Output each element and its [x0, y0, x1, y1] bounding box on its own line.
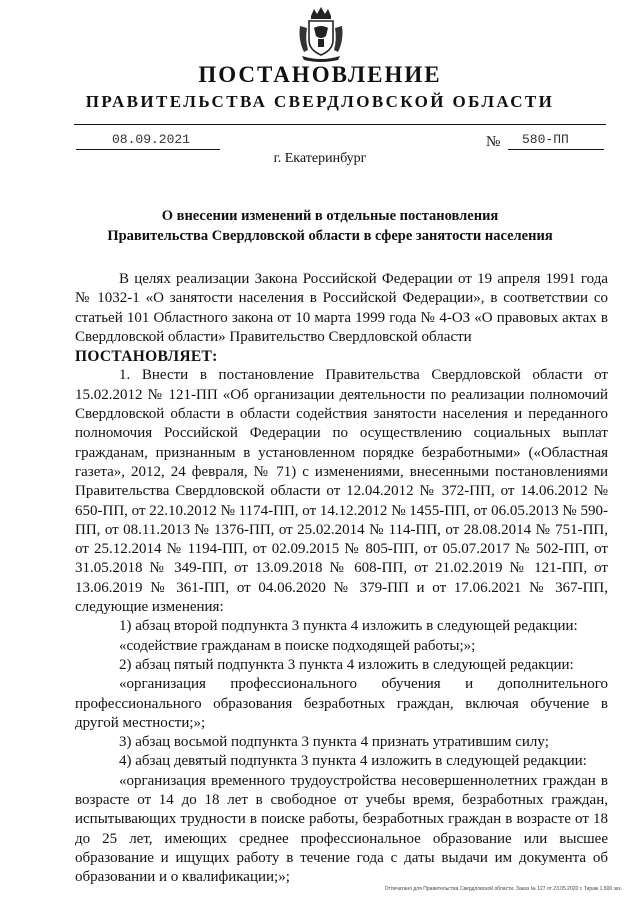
- subitem-2-text: «организация профессионального обучения и дополнительного профессионального образования безработных граждан, включая обучение в другой местности;»;: [75, 676, 608, 731]
- decree-word: ПОСТАНОВЛЯЕТ:: [75, 348, 218, 366]
- subitem-1-paragraph: 1) абзац второй подпункта 3 пункта 4 изложить в следующей редакции:: [119, 618, 578, 635]
- subitem-4-text: «организация временного трудоустройства несовершеннолетних граждан в возрасте от 14 до 18 лет в свободное от учебы время, безработных граждан, испытывающих трудности в поиске работы, безработных граждан в возрасте от 18 до 25 лет, имеющих среднее профессиональное образование или высшее образование и ищущих работу в течение года с даты выдачи им документа об образовании и о квалификации;»;: [75, 772, 608, 886]
- header-divider: [74, 124, 606, 125]
- document-type-heading: ПОСТАНОВЛЕНИЕ: [198, 62, 442, 87]
- subitem-1-text: «содействие гражданам в поиске подходящей работы;»;: [119, 637, 476, 654]
- document-title-line-1: О внесении изменений в отдельные постановления: [161, 208, 499, 224]
- document-date: 08.09.2021: [76, 132, 220, 150]
- print-footer-note: Отпечатано для Правительства Свердловской области. Заказ № 127 от 23.05.2020 г. Тираж 1 500 экз.: [384, 886, 622, 892]
- city-label: г. Екатеринбург: [273, 151, 367, 166]
- subitem-3-paragraph: 3) абзац восьмой подпункта 3 пункта 4 признать утратившим силу;: [119, 734, 549, 751]
- document-title: [60, 206, 600, 246]
- issuer-heading: ПРАВИТЕЛЬСТВА СВЕРДЛОВСКОЙ ОБЛАСТИ: [85, 92, 555, 111]
- document-number: 580-ПП: [508, 132, 604, 150]
- preamble-paragraph: В целях реализации Закона Российской Федерации от 19 апреля 1991 года № 1032-1 «О занятости населения в Российской Федерации», в соответствии со статьей 101 Областного закона от 10 марта 1999 года № 4-ОЗ «О правовых актах в Свердловской области» Правительство Свердловской области: [75, 271, 608, 345]
- item-1-paragraph: 1. Внести в постановление Правительства Свердловской области от 15.02.2012 № 121-ПП «Об организации деятельности по реализации полномочий Свердловской области в области содействия занятости населения и переданного полномочия Российской Федерации по осуществлению социальных выплат гражданам, признанным в установленном порядке безработными» («Областная газета», 2012, 24 февраля, № 71) с изменениями, внесенными постановлениями Правительства Свердловской области от 12.04.2012 № 372-ПП, от 14.06.2012 № 650-ПП, от 22.10.2012 № 1174-ПП, от 14.12.2012 № 1455-ПП, от 06.05.2013 № 590-ПП, от 08.11.2013 № 1376-ПП, от 25.02.2014 № 114-ПП, от 28.08.2014 № 751-ПП, от 25.12.2014 № 1194-ПП, от 02.09.2015 № 805-ПП, от 05.07.2017 № 502-ПП, от 31.05.2018 № 349-ПП, от 13.09.2018 № 608-ПП, от 21.02.2019 № 121-ПП, от 13.06.2019 № 361-ПП, от 04.06.2020 № 379-ПП и от 17.06.2021 № 367-ПП, следующие изменения:: [75, 367, 608, 616]
- subitem-2-paragraph: 2) абзац пятый подпункта 3 пункта 4 изложить в следующей редакции:: [119, 656, 574, 673]
- document-body: [75, 270, 608, 888]
- document-title-line-2: Правительства Свердловской области в сфере занятости населения: [107, 228, 553, 244]
- subitem-4-paragraph: 4) абзац девятый подпункта 3 пункта 4 изложить в следующей редакции:: [119, 753, 587, 770]
- number-sign: №: [486, 134, 501, 150]
- coat-of-arms-icon: [296, 6, 346, 62]
